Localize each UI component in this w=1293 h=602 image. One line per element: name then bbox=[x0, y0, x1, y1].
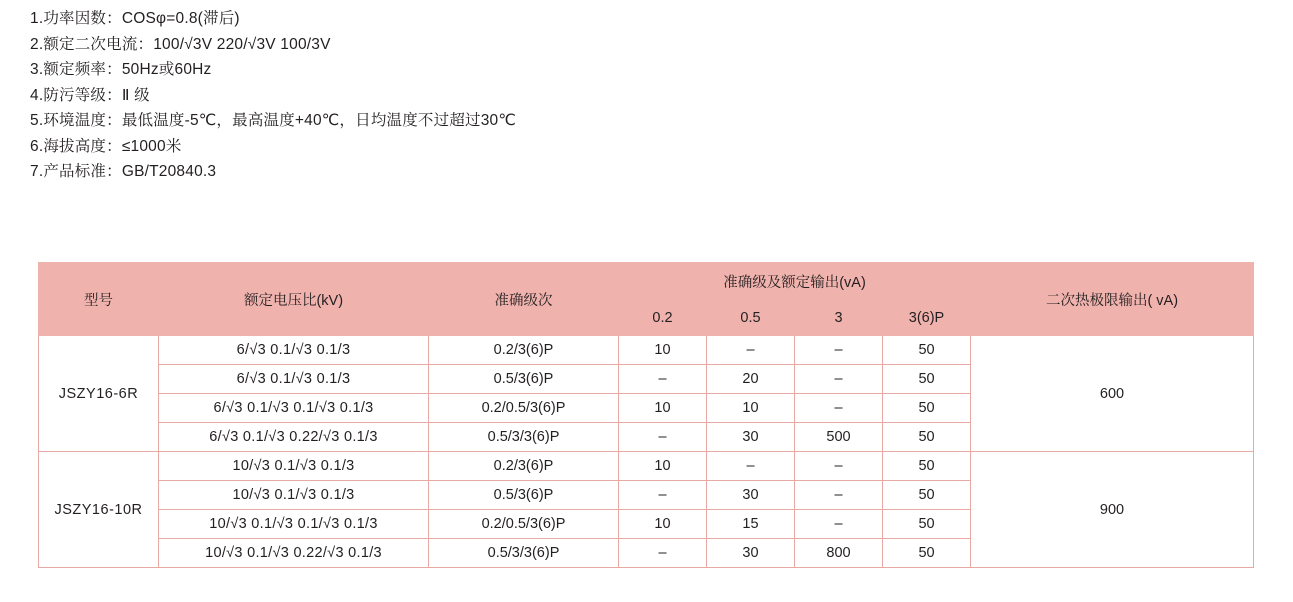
spec-item-3: 3.额定频率：50Hz或60Hz bbox=[30, 61, 212, 78]
cell-value-0-2: 10 bbox=[619, 452, 707, 481]
cell-value-3: – bbox=[795, 510, 883, 539]
spec-item-5: 5.环境温度：最低温度-5℃，最高温度+40℃，日均温度不过超过30℃ bbox=[30, 112, 516, 129]
cell-value-3-6p: 50 bbox=[883, 452, 971, 481]
cell-class: 0.5/3/3(6)P bbox=[429, 423, 619, 452]
cell-value-0-5: 10 bbox=[707, 394, 795, 423]
cell-thermal-limit-900: 900 bbox=[971, 452, 1254, 568]
cell-value-3: – bbox=[795, 394, 883, 423]
spec-item-7: 7.产品标准：GB/T20840.3 bbox=[30, 163, 217, 180]
header-thermal-limit: 二次热极限输出( vA) bbox=[971, 263, 1254, 336]
cell-value-3-6p: 50 bbox=[883, 423, 971, 452]
cell-value-3-6p: 50 bbox=[883, 336, 971, 365]
cell-class: 0.2/0.5/3(6)P bbox=[429, 510, 619, 539]
cell-ratio: 6/√3 0.1/√3 0.1/3 bbox=[159, 365, 429, 394]
header-sub-0-2: 0.2 bbox=[619, 300, 707, 336]
cell-value-0-5: – bbox=[707, 336, 795, 365]
cell-value-3: – bbox=[795, 481, 883, 510]
specification-table bbox=[38, 262, 1254, 568]
cell-value-3-6p: 50 bbox=[883, 539, 971, 568]
header-model: 型号 bbox=[39, 263, 159, 336]
cell-value-0-2: – bbox=[619, 365, 707, 394]
table-row bbox=[39, 336, 1254, 365]
specification-list bbox=[30, 6, 930, 185]
cell-value-3: 500 bbox=[795, 423, 883, 452]
cell-ratio: 10/√3 0.1/√3 0.1/√3 0.1/3 bbox=[159, 510, 429, 539]
cell-class: 0.2/3(6)P bbox=[429, 452, 619, 481]
cell-value-3: – bbox=[795, 452, 883, 481]
cell-value-0-5: 20 bbox=[707, 365, 795, 394]
cell-ratio: 10/√3 0.1/√3 0.22/√3 0.1/3 bbox=[159, 539, 429, 568]
cell-thermal-limit-600: 600 bbox=[971, 336, 1254, 452]
cell-value-0-2: – bbox=[619, 423, 707, 452]
cell-value-3-6p: 50 bbox=[883, 365, 971, 394]
spec-item-2: 2.额定二次电流：100/√3V 220/√3V 100/3V bbox=[30, 35, 331, 53]
cell-value-0-5: 30 bbox=[707, 481, 795, 510]
cell-value-0-2: 10 bbox=[619, 336, 707, 365]
table-head bbox=[39, 263, 1254, 336]
cell-value-0-2: 10 bbox=[619, 394, 707, 423]
cell-value-0-2: – bbox=[619, 539, 707, 568]
cell-ratio: 10/√3 0.1/√3 0.1/3 bbox=[159, 481, 429, 510]
cell-value-3: – bbox=[795, 336, 883, 365]
table-row bbox=[39, 452, 1254, 481]
cell-class: 0.2/0.5/3(6)P bbox=[429, 394, 619, 423]
spec-item-6: 6.海拔高度：≤1000米 bbox=[30, 137, 182, 155]
cell-model-jszy16-6r: JSZY16-6R bbox=[39, 336, 159, 452]
cell-class: 0.5/3(6)P bbox=[429, 481, 619, 510]
header-sub-0-5: 0.5 bbox=[707, 300, 795, 336]
table-body bbox=[39, 336, 1254, 568]
cell-value-0-5: 15 bbox=[707, 510, 795, 539]
cell-ratio: 10/√3 0.1/√3 0.1/3 bbox=[159, 452, 429, 481]
cell-value-0-5: 30 bbox=[707, 423, 795, 452]
header-accuracy-output: 准确级及额定输出(vA) bbox=[619, 263, 971, 300]
cell-ratio: 6/√3 0.1/√3 0.1/√3 0.1/3 bbox=[159, 394, 429, 423]
cell-class: 0.5/3/3(6)P bbox=[429, 539, 619, 568]
cell-value-3-6p: 50 bbox=[883, 510, 971, 539]
cell-class: 0.5/3(6)P bbox=[429, 365, 619, 394]
specification-table-wrapper bbox=[38, 262, 1254, 568]
cell-value-0-5: 30 bbox=[707, 539, 795, 568]
cell-value-3: 800 bbox=[795, 539, 883, 568]
spec-item-1: 1.功率因数：COSφ=0.8(滞后) bbox=[30, 10, 240, 27]
cell-ratio: 6/√3 0.1/√3 0.22/√3 0.1/3 bbox=[159, 423, 429, 452]
spec-item-4: 4.防污等级：Ⅱ 级 bbox=[30, 86, 150, 104]
header-sub-3-6p: 3(6)P bbox=[883, 300, 971, 336]
table-header-row-main bbox=[39, 263, 1254, 300]
cell-value-0-2: – bbox=[619, 481, 707, 510]
cell-value-3-6p: 50 bbox=[883, 394, 971, 423]
cell-value-3-6p: 50 bbox=[883, 481, 971, 510]
cell-value-0-2: 10 bbox=[619, 510, 707, 539]
cell-value-0-5: – bbox=[707, 452, 795, 481]
header-voltage-ratio: 额定电压比(kV) bbox=[159, 263, 429, 336]
cell-class: 0.2/3(6)P bbox=[429, 336, 619, 365]
header-accuracy-class: 准确级次 bbox=[429, 263, 619, 336]
cell-model-jszy16-10r: JSZY16-10R bbox=[39, 452, 159, 568]
header-sub-3: 3 bbox=[795, 300, 883, 336]
cell-value-3: – bbox=[795, 365, 883, 394]
cell-ratio: 6/√3 0.1/√3 0.1/3 bbox=[159, 336, 429, 365]
